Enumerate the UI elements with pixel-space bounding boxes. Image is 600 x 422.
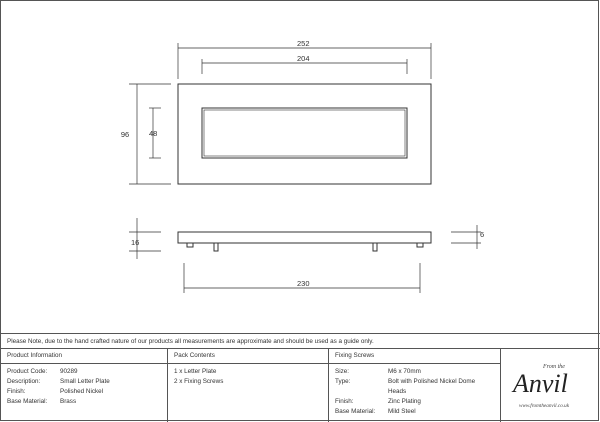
pack-contents-heading: Pack Contents [168, 349, 328, 364]
product-information-section [1, 349, 168, 422]
dim-fixing-centres: 230 [297, 279, 310, 288]
plate-outline [178, 84, 431, 184]
info-label: Type: [335, 378, 351, 385]
pack-contents-section [168, 349, 329, 422]
info-table [1, 349, 600, 422]
info-value: Heads [388, 388, 407, 395]
info-value: Zinc Plating [388, 398, 421, 405]
info-value: Small Letter Plate [60, 378, 110, 385]
list-item [168, 367, 328, 377]
brand-logo [501, 349, 600, 422]
info-row [1, 387, 167, 397]
list-item-text: 1 x Letter Plate [174, 368, 217, 375]
info-row [329, 377, 500, 387]
info-row [329, 397, 500, 407]
info-value: M6 x 70mm [388, 368, 421, 375]
info-row [1, 397, 167, 407]
info-label: Size: [335, 368, 349, 375]
list-item [168, 377, 328, 387]
product-information-heading: Product Information [1, 349, 167, 364]
info-label: Finish: [335, 398, 354, 405]
info-label: Base Material: [7, 398, 48, 405]
fixing-screws-heading: Fixing Screws [329, 349, 500, 364]
dim-thickness: 16 [131, 238, 140, 247]
technical-drawing [1, 1, 600, 333]
info-label: Base Material: [335, 408, 376, 415]
info-value: Bolt with Polished Nickel Dome [388, 378, 476, 385]
dim-side-detail: 6 [480, 230, 485, 239]
info-label: Finish: [7, 388, 26, 395]
dim-overall-height: 96 [120, 130, 130, 139]
info-value: Brass [60, 398, 77, 405]
dim-overall-width: 252 [297, 39, 310, 48]
logo-brand: Anvil [513, 369, 568, 398]
info-value: Polished Nickel [60, 388, 104, 395]
info-row [1, 367, 167, 377]
info-value: Mild Steel [388, 408, 416, 415]
logo-tagline: From the [543, 364, 565, 370]
info-row [329, 367, 500, 377]
dim-slot-height: 48 [149, 129, 158, 138]
info-label: Description: [7, 378, 41, 385]
logo-url: www.fromtheanvil.co.uk [519, 403, 569, 409]
info-row [329, 387, 500, 397]
list-item-text: 2 x Fixing Screws [174, 378, 224, 385]
plate-side-view [178, 232, 431, 243]
info-value: 90289 [60, 368, 78, 375]
info-row [329, 407, 500, 417]
disclaimer-note: Please Note, due to the hand crafted nature of our products all measurements are approximate and should be used as a guide only. [1, 333, 600, 349]
info-label: Product Code: [7, 368, 48, 375]
fixing-screws-section [329, 349, 501, 422]
letter-slot [202, 108, 407, 158]
dim-slot-width: 204 [297, 54, 310, 63]
info-row [1, 377, 167, 387]
